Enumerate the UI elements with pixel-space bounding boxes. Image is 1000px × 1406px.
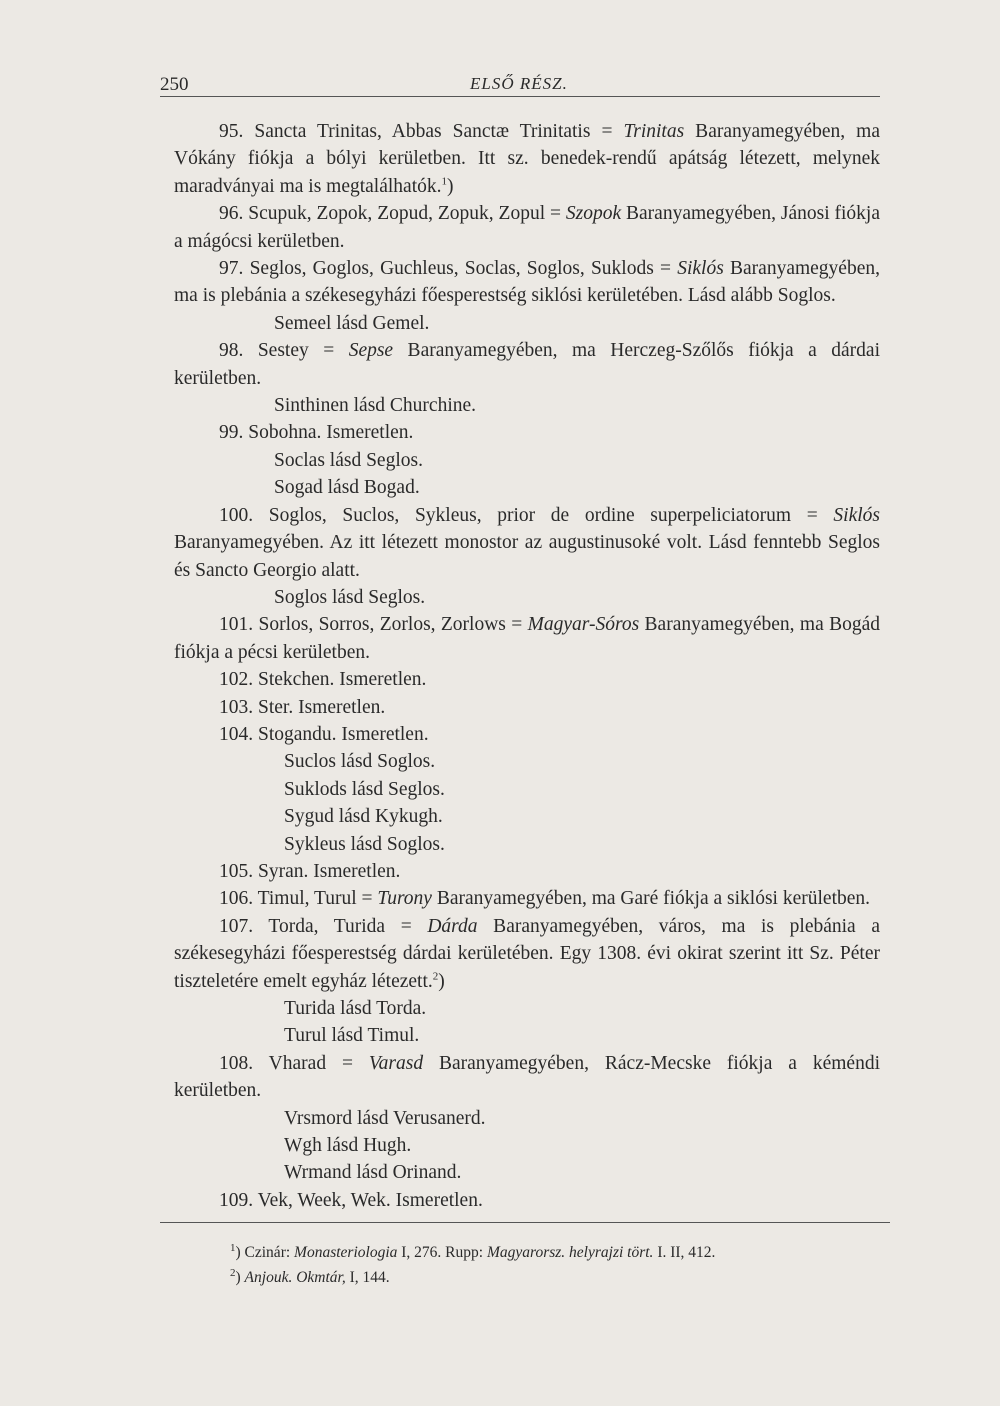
running-title: ELSŐ RÉSZ. bbox=[470, 74, 568, 93]
place-name-italic: Siklós bbox=[833, 504, 880, 526]
cross-reference bbox=[174, 447, 880, 474]
entry-text: Baranyamegyében, ma Herczeg-Szőlős fiókja a dárdai kerületben. bbox=[174, 340, 880, 389]
cross-reference bbox=[174, 776, 880, 803]
page-number: 250 bbox=[160, 74, 189, 95]
entry bbox=[174, 858, 880, 885]
entry-text: 107. Torda, Turida = bbox=[219, 915, 428, 937]
cross-reference bbox=[174, 584, 880, 611]
footnote bbox=[230, 1265, 890, 1290]
entry-text: Baranyamegyében, ma is plebánia a székesegyházi főesperestség siklósi kerületében. Lásd alább Soglos. bbox=[174, 258, 880, 307]
entry bbox=[174, 118, 880, 200]
entry-text: ) bbox=[447, 175, 454, 197]
entry bbox=[174, 1187, 880, 1214]
entry-text: Baranyamegyében, Jánosi fiókja a mágócsi kerületben. bbox=[174, 203, 881, 252]
entry-text: Suklods lásd Seglos. bbox=[284, 778, 445, 800]
entry-text: Sygud lásd Kykugh. bbox=[284, 806, 443, 828]
entry-text: Suclos lásd Soglos. bbox=[284, 751, 436, 773]
entry-text: Baranyamegyében, Rácz-Mecske fiókja a kéméndi kerületben. bbox=[174, 1052, 880, 1102]
entry bbox=[174, 1050, 880, 1105]
footnotes bbox=[230, 1240, 890, 1290]
entry bbox=[174, 611, 880, 666]
footnote-mark: 2 bbox=[432, 970, 439, 983]
entry-text: 102. Stekchen. Ismeretlen. bbox=[219, 669, 427, 691]
entry-text: 96. Scupuk, Zopok, Zopud, Zopuk, Zopul = bbox=[219, 203, 566, 225]
entry-text: Baranyamegyében, ma Vókány fiókja a bólyi kerületben. Itt sz. benedek-rendű apátság létezett, melynek maradványai ma is megtalálhatók. bbox=[174, 121, 880, 197]
cross-reference bbox=[174, 831, 880, 858]
entry-text: Soglos lásd Seglos. bbox=[274, 586, 426, 608]
entry-text: 104. Stogandu. Ismeretlen. bbox=[219, 723, 429, 745]
entry bbox=[174, 694, 880, 721]
footnote-rule bbox=[160, 1222, 890, 1223]
cross-reference bbox=[174, 1159, 880, 1186]
entry-text: 106. Timul, Turul = bbox=[219, 888, 378, 910]
entry-text: ) bbox=[438, 970, 445, 992]
place-name-italic: Magyar-Sóros bbox=[527, 614, 640, 636]
entry-text: 103. Ster. Ismeretlen. bbox=[219, 696, 386, 718]
entry-text: 109. Vek, Week, Wek. Ismeretlen. bbox=[219, 1189, 483, 1211]
header-rule bbox=[160, 96, 880, 97]
footnote-text: I, 276. Rupp: bbox=[397, 1244, 487, 1261]
entry-text: 98. Sestey = bbox=[219, 340, 349, 362]
entry-text: Vrsmord lásd Verusanerd. bbox=[284, 1107, 486, 1129]
place-name-italic: Sepse bbox=[348, 340, 394, 362]
footnote-text: I. II, 412. bbox=[653, 1244, 716, 1261]
place-name-italic: Varasd bbox=[368, 1052, 424, 1074]
place-name-italic: Dárda bbox=[427, 915, 478, 937]
footnote-text: I, 144. bbox=[345, 1269, 390, 1286]
footnote-mark: 1 bbox=[230, 1241, 236, 1254]
entry-text: Baranyamegyében, ma Bogád fiókja a pécsi kerületben. bbox=[174, 614, 880, 663]
cross-reference bbox=[174, 392, 880, 419]
entry bbox=[174, 666, 880, 693]
page-header bbox=[160, 70, 880, 98]
entry bbox=[174, 502, 880, 584]
cross-reference bbox=[174, 995, 880, 1022]
entry-text: 95. Sancta Trinitas, Abbas Sanctæ Trinitatis = bbox=[219, 121, 624, 142]
entry-text: Sykleus lásd Soglos. bbox=[284, 833, 445, 855]
entry-text: Soclas lásd Seglos. bbox=[274, 449, 423, 471]
entry bbox=[174, 721, 880, 748]
cross-reference bbox=[174, 1105, 880, 1132]
entry-text: 105. Syran. Ismeretlen. bbox=[219, 860, 401, 882]
cross-reference bbox=[174, 310, 880, 337]
cross-reference bbox=[174, 803, 880, 830]
entry-text: 97. Seglos, Goglos, Guchleus, Soclas, Soglos, Suklods = bbox=[219, 258, 678, 280]
entry-text: Wrmand lásd Orinand. bbox=[284, 1162, 462, 1184]
entry-text: 99. Sobohna. Ismeretlen. bbox=[219, 422, 414, 444]
entry bbox=[174, 885, 880, 912]
footnote-text: Magyarorsz. helyrajzi tört. bbox=[486, 1244, 654, 1261]
footnote bbox=[230, 1240, 890, 1265]
entry bbox=[174, 913, 880, 995]
entry-text: Baranyamegyében, város, ma is plebánia a székesegyházi főesperestség dárdai kerületében. Egy 1308. évi okirat szerint itt Sz. Péter tiszteletére emelt egyház létezett. bbox=[174, 915, 880, 992]
place-name-italic: Turony bbox=[377, 888, 432, 910]
entry-text: 101. Sorlos, Sorros, Zorlos, Zorlows = bbox=[219, 614, 528, 636]
footnote-text: Anjouk. Okmtár, bbox=[244, 1269, 346, 1286]
entry-text: 100. Soglos, Suclos, Sykleus, prior de ordine superpeliciatorum = bbox=[219, 504, 834, 526]
entry-text: Baranyamegyében, ma Garé fiókja a siklósi kerületben. bbox=[431, 888, 871, 910]
footnote-text: ) Czinár: bbox=[235, 1244, 295, 1261]
cross-reference bbox=[174, 1132, 880, 1159]
entry bbox=[174, 255, 880, 310]
entry-text: Wgh lásd Hugh. bbox=[284, 1135, 412, 1157]
cross-reference bbox=[174, 474, 880, 501]
entry-text: Baranyamegyében. Az itt létezett monostor az augustinusoké volt. Lásd fenntebb Seglos és Sancto Georgio alatt. bbox=[174, 532, 880, 581]
footnote-text: Monasteriologia bbox=[294, 1244, 398, 1261]
entry-text: Sogad lásd Bogad. bbox=[274, 477, 420, 499]
entry-text: Turida lásd Torda. bbox=[284, 998, 427, 1019]
footnote-mark: 2 bbox=[230, 1266, 236, 1279]
footnote-text: ) bbox=[235, 1269, 245, 1286]
entry bbox=[174, 419, 880, 446]
entry-text: Sinthinen lásd Churchine. bbox=[274, 395, 477, 417]
entry-text: Semeel lásd Gemel. bbox=[274, 312, 430, 334]
entry bbox=[174, 200, 880, 255]
place-name-italic: Szopok bbox=[565, 203, 622, 225]
cross-reference bbox=[174, 748, 880, 775]
entry-text: Turul lásd Timul. bbox=[284, 1025, 420, 1047]
place-name-italic: Siklós bbox=[677, 258, 724, 280]
entry-text: 108. Vharad = bbox=[219, 1052, 369, 1074]
place-name-italic: Trinitas bbox=[623, 121, 685, 142]
footnote-mark: 1 bbox=[441, 175, 447, 188]
entries-list bbox=[174, 118, 880, 1214]
cross-reference bbox=[174, 1022, 880, 1049]
entry bbox=[174, 337, 880, 392]
